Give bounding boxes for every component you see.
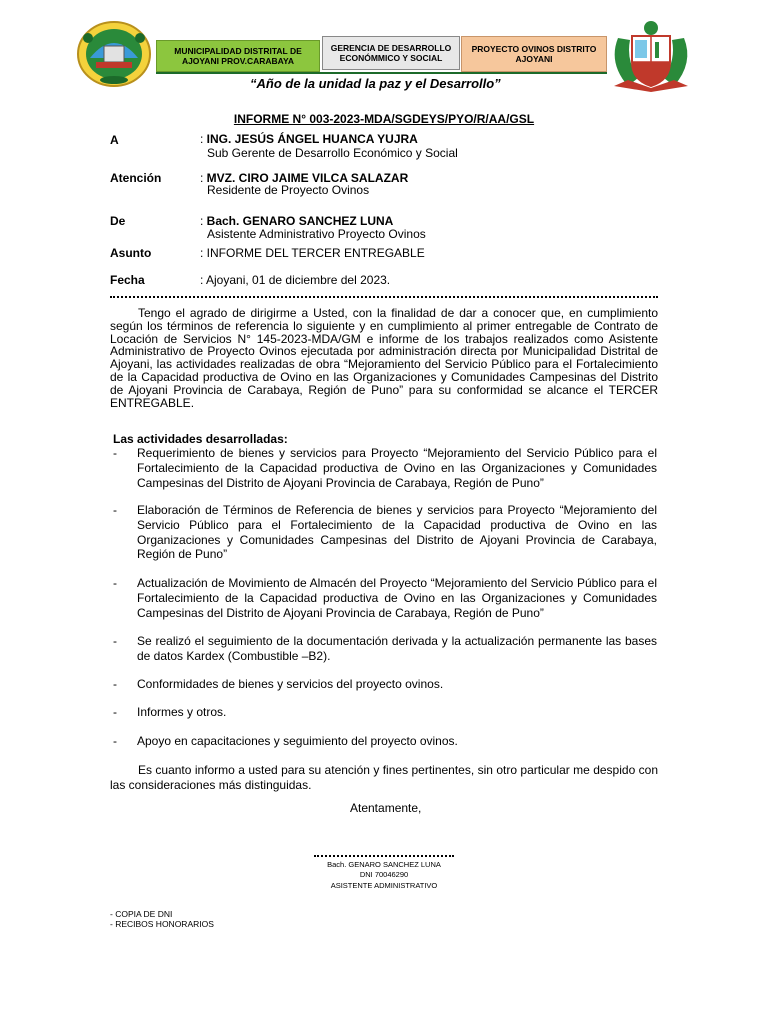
from-name-text: Bach. GENARO SANCHEZ LUNA — [206, 214, 394, 228]
intro-paragraph: Tengo el agrado de dirigirme a Usted, con la finalidad de dar a conocer que, en cumplimiento según los términos de referencia lo siguiente y en cumplimiento al primer entregable de Contrato de Locación de Servicios N° 145-2023-MDA/GM e informe de los trabajos realizados como Asistente Administrativo de Proyecto Ovinos ejecutada por administración directa por Municipalidad Distrital de Ajoyani, las actividades realizadas de obra “Mejoramiento del Servicio Público para el Fortalecimiento de la Capacidad productiva de Ovino en las Organizaciones y Comunidades Campesinas del Distrito de Ajoyani Provincia de Carabaya, Región de Puno” para su conformidad se alcance el TERCER ENTREGABLE. — [110, 306, 658, 410]
project-header-box: PROYECTO OVINOS DISTRITO AJOYANI — [461, 36, 607, 72]
municipal-logo — [74, 18, 154, 90]
bullet: - — [113, 446, 117, 460]
to-role: Sub Gerente de Desarrollo Económico y Social — [207, 146, 458, 160]
motto: “Año de la unidad la paz y el Desarrollo” — [250, 76, 501, 91]
date-value: : Ajoyani, 01 de diciembre del 2023. — [200, 273, 391, 287]
bullet: - — [113, 503, 117, 517]
bullet: - — [113, 734, 117, 748]
activities-title: Las actividades desarrolladas: — [113, 432, 288, 446]
signature-dni: DNI 70046290 — [359, 870, 409, 879]
closing-paragraph: Es cuanto informo a usted para su atención y fines pertinentes, sin otro particular me despido con las consideraciones más distinguidas. — [110, 763, 658, 792]
from-role: Asistente Administrativo Proyecto Ovinos — [207, 227, 426, 241]
bullet: - — [113, 677, 117, 691]
to-label: A — [110, 133, 119, 147]
attachment-item: - RECIBOS HONORARIOS — [110, 919, 214, 929]
signature-role: ASISTENTE ADMINISTRATIVO — [330, 881, 438, 890]
attention-label: Atención — [110, 171, 162, 185]
report-title: INFORME N° 003-2023-MDA/SGDEYS/PYO/R/AA/GSL — [233, 112, 535, 126]
to-name-text: ING. JESÚS ÁNGEL HUANCA YUJRA — [206, 132, 418, 146]
dotted-separator — [110, 286, 658, 298]
coat-of-arms — [608, 18, 694, 92]
activity-item: Apoyo en capacitaciones y seguimiento del proyecto ovinos. — [137, 734, 458, 748]
attention-name: : MVZ. CIRO JAIME VILCA SALAZAR — [200, 171, 409, 185]
to-name: : ING. JESÚS ÁNGEL HUANCA YUJRA — [200, 132, 418, 146]
signature-line — [314, 855, 454, 857]
attachment-item: - COPIA DE DNI — [110, 909, 173, 919]
activity-item: Conformidades de bienes y servicios del proyecto ovinos. — [137, 677, 444, 691]
activity-item: Requerimiento de bienes y servicios para Proyecto “Mejoramiento del Servicio Público para el Fortalecimiento de la Capacidad productiva de Ovino en las Organizaciones y Comunidades Campesinas del Distrito de Ajoyani Provincia de Carabaya, Región de Puno” — [137, 446, 657, 490]
attention-role: Residente de Proyecto Ovinos — [207, 183, 370, 197]
activity-item: Elaboración de Términos de Referencia de bienes y servicios para Proyecto “Mejoramiento del Servicio Público para el Fortalecimiento de la Capacidad productiva de Ovino en las Organizaciones y Comunidades Campesinas del Distrito de Ajoyani Provincia de Carabaya, Región de Puno” — [137, 503, 657, 562]
date-value-text: Ajoyani, 01 de diciembre del 2023. — [206, 273, 391, 287]
bullet: - — [113, 634, 117, 648]
date-label: Fecha — [110, 273, 145, 287]
from-name: : Bach. GENARO SANCHEZ LUNA — [200, 214, 394, 228]
from-label: De — [110, 214, 126, 228]
bullet: - — [113, 705, 117, 719]
attention-name-text: MVZ. CIRO JAIME VILCA SALAZAR — [206, 171, 409, 185]
department-header-box: GERENCIA DE DESARROLLO ECONÓMMICO Y SOCIAL — [322, 36, 460, 70]
activity-item: Se realizó el seguimiento de la documentación derivada y la actualización permanente las bases de datos Kardex (Combustible –B2). — [137, 634, 657, 663]
bullet: - — [113, 576, 117, 590]
municipality-header-box: MUNICIPALIDAD DISTRITAL DE AJOYANI PROV.CARABAYA — [156, 40, 320, 72]
activity-item: Actualización de Movimiento de Almacén del Proyecto “Mejoramiento del Servicio Público para el Fortalecimiento de la Capacidad productiva de Ovino en las Organizaciones y Comunidades Campesinas del Distrito de Ajoyani Provincia de Carabaya, Región de Puno” — [137, 576, 657, 620]
header-divider — [156, 72, 607, 74]
subject-value-text: INFORME DEL TERCER ENTREGABLE — [206, 246, 425, 260]
activity-item: Informes y otros. — [137, 705, 227, 719]
signature-name: Bach. GENARO SANCHEZ LUNA — [327, 860, 441, 869]
subject-label: Asunto — [110, 246, 152, 260]
subject-value: : INFORME DEL TERCER ENTREGABLE — [200, 246, 425, 260]
salutation: Atentamente, — [350, 801, 422, 815]
